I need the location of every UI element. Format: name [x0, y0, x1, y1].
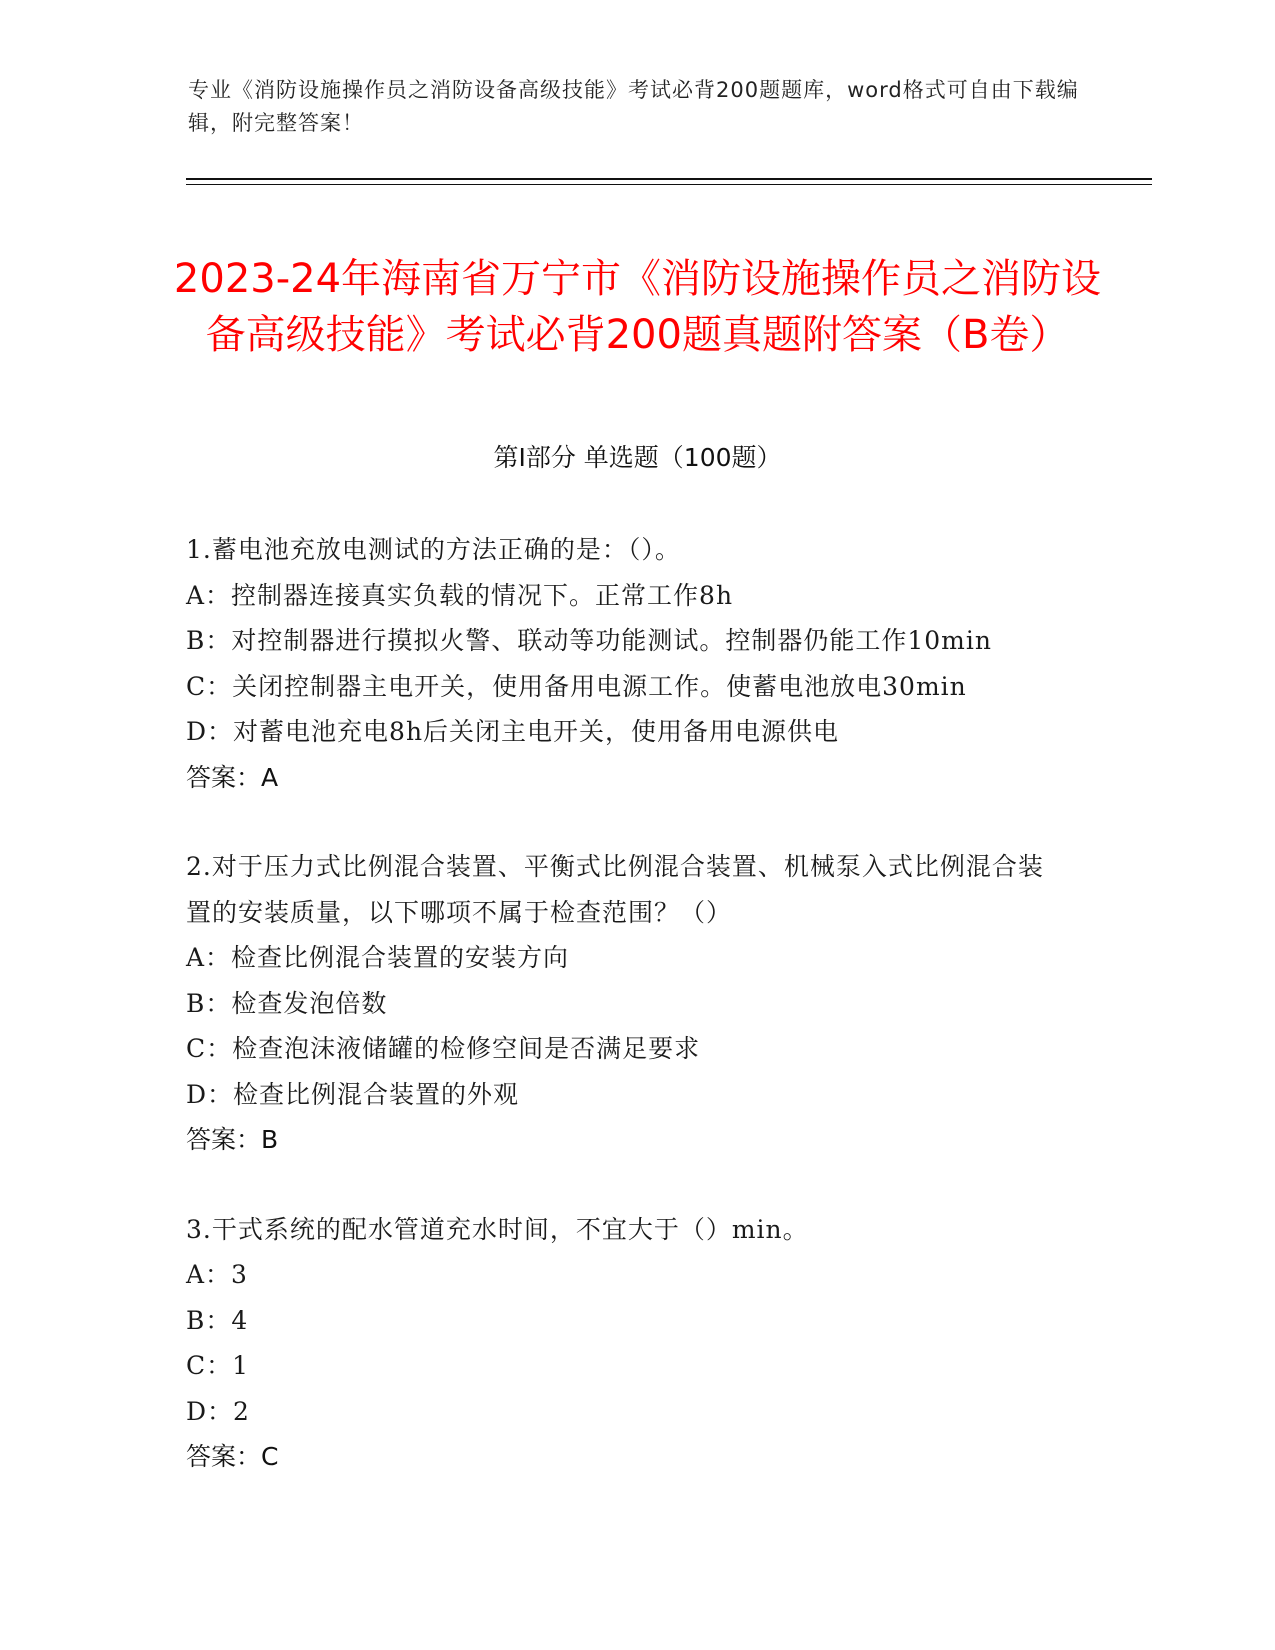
option-a: A：检查比例混合装置的安装方向 [186, 943, 570, 972]
option-d: D：2 [186, 1396, 250, 1426]
question-2 [186, 844, 1086, 1163]
question-1 [186, 527, 1086, 800]
question-stem: 2.对于压力式比例混合装置、平衡式比例混合装置、机械泵入式比例混合装置的安装质量，以下哪项不属于检查范围？（） [186, 852, 1044, 927]
header-note: 专业《消防设施操作员之消防设备高级技能》考试必背200题题库，word格式可自由下载编辑，附完整答案！ [188, 78, 1079, 135]
option-d: D：检查比例混合装置的外观 [186, 1079, 520, 1109]
answer: 答案：A [186, 762, 279, 792]
question-3 [186, 1207, 1086, 1480]
header-divider-thick [186, 178, 1152, 180]
option-c: C：检查泡沫液储罐的检修空间是否满足要求 [186, 1034, 701, 1063]
option-b: B：4 [186, 1305, 249, 1335]
header-divider-thin [186, 184, 1152, 185]
option-c: C：1 [186, 1351, 250, 1380]
document-title: 2023-24年海南省万宁市《消防设施操作员之消防设备高级技能》考试必背200题真题附答案（B卷） [173, 255, 1102, 358]
answer: 答案：B [186, 1125, 279, 1154]
option-d: D：对蓄电池充电8h后关闭主电开关，使用备用电源供电 [186, 717, 840, 746]
section-heading: 第Ⅰ部分 单选题（100题） [493, 443, 782, 472]
option-a: A：3 [186, 1260, 248, 1289]
question-stem: 3.干式系统的配水管道充水时间，不宜大于（）min。 [186, 1214, 809, 1244]
option-b: B：对控制器进行摸拟火警、联动等功能测试。控制器仍能工作10min [186, 626, 992, 655]
answer: 答案：C [186, 1442, 279, 1471]
option-b: B：检查发泡倍数 [186, 988, 388, 1018]
option-a: A：控制器连接真实负载的情况下。正常工作8h [186, 580, 734, 610]
option-c: C：关闭控制器主电开关，使用备用电源工作。使蓄电池放电30min [186, 671, 967, 701]
question-stem: 1.蓄电池充放电测试的方法正确的是：（）。 [186, 535, 681, 564]
question-list [186, 527, 1086, 1524]
